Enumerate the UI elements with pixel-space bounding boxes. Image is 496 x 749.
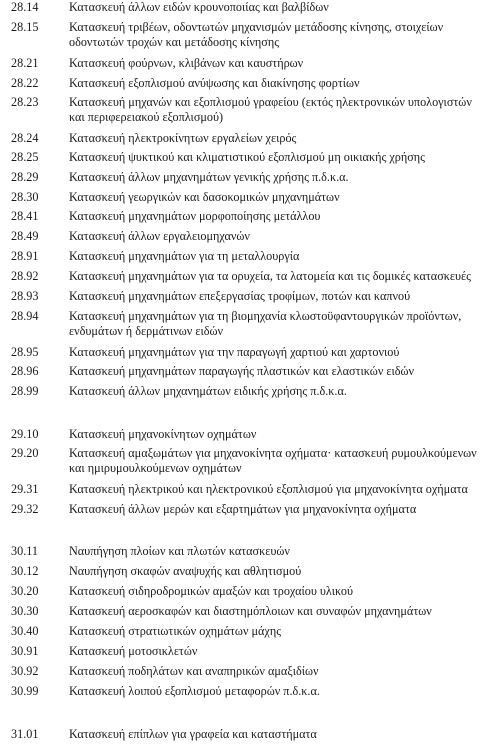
list-item [0, 209, 496, 224]
activity-code: 28.14 [11, 0, 39, 14]
activity-description: Κατασκευή αεροσκαφών και διαστημόπλοιων και συναφών μηχανημάτων [69, 604, 432, 618]
activity-description: Κατασκευή μηχανημάτων για τα ορυχεία, τα λατομεία και τις δομικές κατασκευές [69, 269, 472, 283]
activity-description: Κατασκευή επίπλων για γραφεία και καταστήματα [69, 727, 317, 741]
activity-description: Κατασκευή άλλων μηχανημάτων γενικής χρήσης π.δ.κ.α. [69, 170, 349, 184]
list-item [0, 684, 496, 699]
activity-code: 28.15 [11, 20, 39, 34]
activity-description: Κατασκευή μηχανημάτων επεξεργασίας τροφίμων, ποτών και καπνού [69, 289, 411, 303]
list-item [0, 727, 496, 742]
activity-code: 28.96 [11, 364, 39, 378]
activity-code: 28.22 [11, 76, 39, 90]
list-item [0, 249, 496, 264]
list-item [0, 446, 496, 476]
activity-code: 30.30 [11, 604, 39, 618]
activity-description: Κατασκευή ψυκτικού και κλιματιστικού εξοπλισμού μη οικιακής χρήσης [69, 150, 425, 164]
activity-description: Κατασκευή ηλεκτρικού και ηλεκτρονικού εξοπλισμού για μηχανοκίνητα οχήματα [69, 482, 468, 496]
list-item [0, 95, 496, 125]
list-item [0, 309, 496, 339]
activity-description: Κατασκευή μηχανημάτων για τη μεταλλουργία [69, 249, 300, 263]
activity-code: 28.25 [11, 150, 39, 164]
list-item [0, 564, 496, 579]
activity-code: 28.92 [11, 269, 39, 283]
activity-code: 28.23 [11, 95, 39, 109]
list-item [0, 289, 496, 304]
activity-description: Ναυπήγηση πλοίων και πλωτών κατασκευών [69, 544, 290, 558]
activity-code: 31.01 [11, 727, 39, 741]
activity-code: 30.91 [11, 644, 39, 658]
activity-code: 28.99 [11, 384, 39, 398]
activity-code: 29.20 [11, 446, 39, 460]
activity-code: 28.21 [11, 56, 39, 70]
activity-description: Κατασκευή μηχανοκίνητων οχημάτων [69, 427, 257, 441]
list-item [0, 229, 496, 244]
activity-code: 28.24 [11, 131, 39, 145]
activity-code: 30.40 [11, 624, 39, 638]
list-item [0, 664, 496, 679]
activity-description: Κατασκευή τριβέων, οδοντωτών μηχανισμών μετάδοσης κίνησης, στοιχείων οδοντωτών τροχών και μετάδοσης κίνησης [69, 20, 444, 49]
activity-code: 28.91 [11, 249, 39, 263]
list-item [0, 502, 496, 517]
activity-description: Κατασκευή άλλων εργαλειομηχανών [69, 229, 250, 243]
activity-description: Ναυπήγηση σκαφών αναψυχής και αθλητισμού [69, 564, 302, 578]
list-item [0, 56, 496, 71]
activity-code: 30.20 [11, 584, 39, 598]
activity-description: Κατασκευή ποδηλάτων και αναπηρικών αμαξιδίων [69, 664, 319, 678]
list-item [0, 427, 496, 442]
activity-code: 28.41 [11, 209, 39, 223]
activity-description: Κατασκευή άλλων μηχανημάτων ειδικής χρήσης π.δ.κ.α. [69, 384, 347, 398]
activity-description: Κατασκευή λοιπού εξοπλισμού μεταφορών π.δ.κ.α. [69, 684, 320, 698]
activity-description: Κατασκευή εξοπλισμού ανύψωσης και διακίνησης φορτίων [69, 76, 360, 90]
list-item [0, 482, 496, 497]
list-item [0, 384, 496, 399]
activity-code: 29.31 [11, 482, 39, 496]
list-item [0, 644, 496, 659]
activity-description: Κατασκευή μοτοσικλετών [69, 644, 198, 658]
activity-code: 29.32 [11, 502, 39, 516]
list-item [0, 170, 496, 185]
activity-code: 29.10 [11, 427, 39, 441]
activity-code: 30.99 [11, 684, 39, 698]
activity-description: Κατασκευή μηχανημάτων παραγωγής πλαστικών και ελαστικών ειδών [69, 364, 415, 378]
list-item [0, 76, 496, 91]
activity-code: 28.30 [11, 190, 39, 204]
activity-description: Κατασκευή μηχανημάτων μορφοποίησης μετάλλου [69, 209, 321, 223]
activity-code: 30.12 [11, 564, 39, 578]
activity-description: Κατασκευή μηχανών και εξοπλισμού γραφείου (εκτός ηλεκτρονικών υπολογιστών και περιφερειακού εξοπλισμού) [69, 95, 472, 124]
activity-description: Κατασκευή ηλεκτροκίνητων εργαλείων χειρός [69, 131, 297, 145]
list-item [0, 364, 496, 379]
list-item [0, 584, 496, 599]
activity-code: 28.49 [11, 229, 39, 243]
activity-description: Κατασκευή μηχανημάτων για την παραγωγή χαρτιού και χαρτονιού [69, 345, 400, 359]
list-item [0, 604, 496, 619]
activity-code: 28.29 [11, 170, 39, 184]
activity-description: Κατασκευή αμαξωμάτων για μηχανοκίνητα οχήματα· κατασκευή ρυμουλκούμενων και ημιρυμουλκούμενων οχημάτων [69, 446, 477, 475]
activity-code: 28.94 [11, 309, 39, 323]
list-item [0, 190, 496, 205]
activity-description: Κατασκευή στρατιωτικών οχημάτων μάχης [69, 624, 282, 638]
activity-description: Κατασκευή άλλων ειδών κρουνοποιίας και βαλβίδων [69, 0, 329, 14]
activity-description: Κατασκευή σιδηροδρομικών αμαξών και τροχαίου υλικού [69, 584, 353, 598]
list-item [0, 20, 496, 50]
activity-description: Κατασκευή άλλων μερών και εξαρτημάτων για μηχανοκίνητα οχήματα [69, 502, 417, 516]
list-item [0, 0, 496, 15]
activity-code: 30.11 [11, 544, 38, 558]
activity-description: Κατασκευή φούρνων, κλιβάνων και καυστήρων [69, 56, 304, 70]
activity-description: Κατασκευή γεωργικών και δασοκομικών μηχανημάτων [69, 190, 340, 204]
list-item [0, 269, 496, 284]
activity-code: 30.92 [11, 664, 39, 678]
list-item [0, 624, 496, 639]
list-item [0, 345, 496, 360]
activity-code: 28.93 [11, 289, 39, 303]
list-item [0, 131, 496, 146]
list-item [0, 544, 496, 559]
list-item [0, 150, 496, 165]
activity-code: 28.95 [11, 345, 39, 359]
activity-description: Κατασκευή μηχανημάτων για τη βιομηχανία κλωστοϋφαντουργικών προϊόντων, ενδυμάτων ή δερμάτινων ειδών [69, 309, 462, 338]
